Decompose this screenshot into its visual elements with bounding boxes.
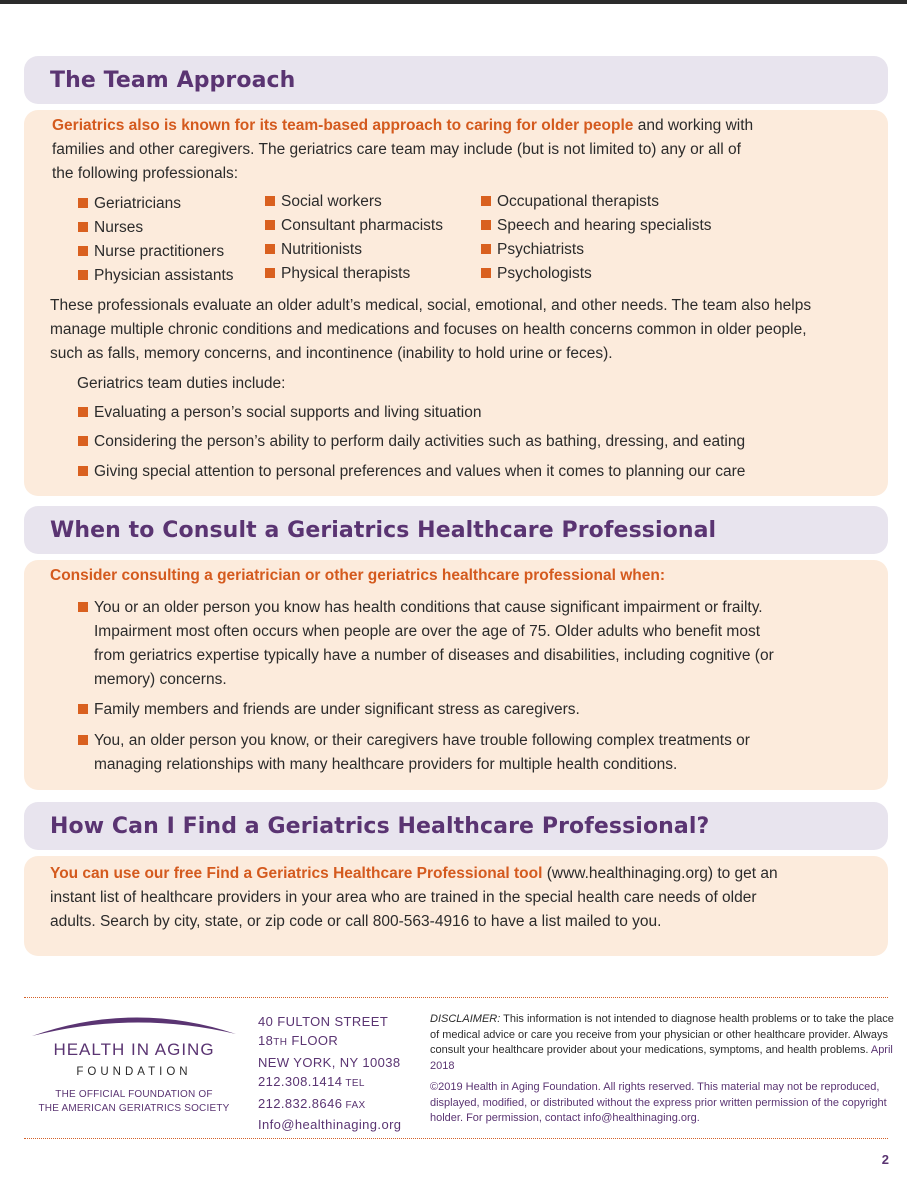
- list-item: Occupational therapists: [481, 190, 712, 214]
- list-item: Psychiatrists: [481, 238, 712, 262]
- list-item: Consultant pharmacists: [265, 214, 443, 238]
- find-tool-highlight: You can use our free Find a Geriatrics Healthcare Professional tool: [50, 865, 543, 882]
- footer-divider-top: [24, 997, 888, 998]
- list-item: You or an older person you know has health conditions that cause significant impairment or frailty. Impairment most often occurs when people are over the age of 75. Older adults who benefit most from geriatrics expertise typically have a number of diseases and disabilities, including cognitive (or memory) concerns.: [78, 596, 774, 692]
- team-intro-line2: families and other caregivers. The geriatrics care team may include (but is not limited to) any or all of: [52, 141, 741, 158]
- team-intro-highlight: Geriatrics also is known for its team-based approach to caring for older people: [52, 117, 634, 134]
- find-text: You can use our free Find a Geriatrics Healthcare Professional tool (www.healthinaging.org) to get an instant list of healthcare providers in your area who are trained in the special health care needs of older adults. Search by city, state, or zip code or call 800-563-4916 to have a list mailed to you.: [50, 865, 778, 930]
- list-item: Psychologists: [481, 262, 712, 286]
- professionals-col-1: [78, 192, 234, 288]
- team-approach-title: The Team Approach: [50, 67, 296, 93]
- team-approach-header: [24, 56, 888, 104]
- phone-number: 212.308.1414 TEL: [258, 1074, 365, 1090]
- professionals-col-2: [265, 190, 443, 286]
- list-item: Physical therapists: [265, 262, 443, 286]
- team-intro-line1: and working with: [633, 117, 754, 134]
- email-link[interactable]: Info@healthinaging.org: [258, 1117, 402, 1133]
- list-item: Speech and hearing specialists: [481, 214, 712, 238]
- list-item: Geriatricians: [78, 192, 234, 216]
- logo-arc-icon: [28, 1010, 240, 1038]
- list-item: Considering the person’s ability to perform daily activities such as bathing, dressing, and eating: [78, 430, 745, 454]
- logo-subtitle: THE OFFICIAL FOUNDATION OF THE AMERICAN GERIATRICS SOCIETY: [38, 1089, 230, 1114]
- top-border: [0, 0, 907, 4]
- page-number: 2: [881, 1152, 889, 1167]
- team-intro-line3: the following professionals:: [52, 165, 239, 182]
- consult-title: When to Consult a Geriatrics Healthcare Professional: [50, 517, 717, 543]
- team-approach-panel: [24, 110, 888, 496]
- contact-address: 40 FULTON STREET 18TH FLOOR NEW YORK, NY 10038 212.308.1414 TEL 212.832.8646 FAX Info@healthinaging.org: [258, 1012, 401, 1134]
- list-item: You, an older person you know, or their caregivers have trouble following complex treatments or managing relationships with many healthcare providers for multiple health conditions.: [78, 729, 750, 777]
- team-evaluation-text: These professionals evaluate an older adult’s medical, social, emotional, and other needs. The team also helps manage multiple chronic conditions and medications and focuses on health concerns common in older people, such as falls, memory concerns, and incontinence (inability to hold urine or feces).: [50, 297, 812, 362]
- professionals-col-3: [481, 190, 712, 286]
- disclaimer: DISCLAIMER: This information is not intended to diagnose health problems or to take the place of medical advice or care you receive from your physician or other healthcare provider. Always consult your healthcare provider about your medications, symptoms, and health problems. April 2018 ©2019 Health in Aging Foundation. All rights reserved. This material may not be reproduced, displayed, modified, or distributed without the express prior written permission of the copyright holder. For permission, contact info@healthinaging.org.: [430, 1012, 900, 1127]
- list-item: Family members and friends are under significant stress as caregivers.: [78, 698, 580, 722]
- logo-name: HEALTH IN AGING: [53, 1040, 215, 1059]
- list-item: Physician assistants: [78, 264, 234, 288]
- consult-header: [24, 506, 888, 554]
- list-item: Nutritionists: [265, 238, 443, 262]
- find-panel: [24, 856, 888, 956]
- list-item: Nurses: [78, 216, 234, 240]
- footer-divider-bottom: [24, 1138, 888, 1139]
- find-title: How Can I Find a Geriatrics Healthcare Professional?: [50, 813, 710, 839]
- team-intro: [52, 114, 872, 186]
- list-item: Evaluating a person’s social supports and living situation: [78, 401, 481, 425]
- foundation-logo: [28, 1010, 240, 1116]
- list-item: Giving special attention to personal preferences and values when it comes to planning our care: [78, 460, 745, 484]
- find-header: [24, 802, 888, 850]
- copyright-notice: ©2019 Health in Aging Foundation. All rights reserved. This material may not be reproduced, displayed, modified, or distributed without the express prior written permission of the copyright holder. For permission, contact info@healthinaging.org.: [430, 1081, 887, 1124]
- list-item: Nurse practitioners: [78, 240, 234, 264]
- list-item: Social workers: [265, 190, 443, 214]
- consult-panel: [24, 560, 888, 790]
- duties-label: Geriatrics team duties include:: [77, 375, 286, 392]
- fax-number: 212.832.8646 FAX: [258, 1095, 366, 1111]
- consult-lead: Consider consulting a geriatrician or other geriatrics healthcare professional when:: [50, 567, 665, 584]
- logo-foundation: FOUNDATION: [76, 1066, 192, 1078]
